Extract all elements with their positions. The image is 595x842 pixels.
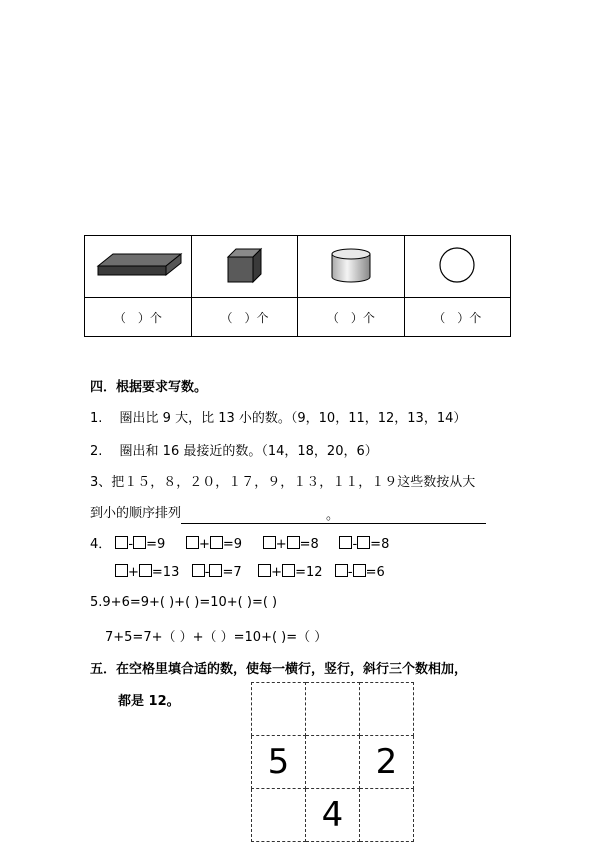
equation: - =9 — [115, 537, 165, 552]
cylinder-icon — [329, 245, 373, 285]
grid-cell[interactable] — [306, 736, 360, 789]
answer-box[interactable] — [209, 564, 222, 577]
sphere-icon — [437, 245, 477, 285]
question-4-label: 4． — [90, 537, 112, 552]
question-2: 2. 圈出和 16 最接近的数。（14，18，20，6） — [90, 444, 378, 459]
grid-cell[interactable] — [360, 789, 414, 842]
answer-box[interactable] — [139, 564, 152, 577]
grid-cell[interactable]: 4 — [306, 789, 360, 842]
question-4-row2 — [115, 564, 385, 580]
shape-cell-flat-cuboid — [85, 236, 192, 298]
shape-cell-cube — [191, 236, 297, 298]
equation: + =13 — [115, 565, 179, 580]
question-4-row1 — [90, 533, 389, 552]
cube-icon — [225, 245, 265, 285]
equation: - =8 — [339, 537, 389, 552]
question-3-prompt: 到小的顺序排列 — [90, 506, 182, 521]
shape-cell-sphere — [404, 236, 510, 298]
answer-cell[interactable]: （ ）个 — [191, 298, 297, 337]
answer-box[interactable] — [335, 564, 348, 577]
answer-box[interactable] — [339, 536, 352, 549]
grid-cell[interactable] — [306, 683, 360, 736]
answer-cell[interactable]: （ ）个 — [85, 298, 192, 337]
question-3-line2 — [90, 502, 486, 522]
answer-box[interactable] — [210, 536, 223, 549]
answer-box[interactable] — [258, 564, 271, 577]
answer-box[interactable] — [115, 564, 128, 577]
grid-cell[interactable] — [252, 683, 306, 736]
equation: + =8 — [263, 537, 319, 552]
grid-cell[interactable] — [252, 789, 306, 842]
equation: - =7 — [192, 565, 242, 580]
grid-cell[interactable]: 5 — [252, 736, 306, 789]
flat-cuboid-icon — [93, 248, 183, 282]
section5-title-line2: 都是 12。 — [118, 694, 180, 709]
answer-box[interactable] — [357, 536, 370, 549]
answer-cell[interactable]: （ ）个 — [298, 298, 404, 337]
section5-title: 五．在空格里填合适的数，使每一横行，竖行，斜行三个数相加， — [90, 662, 468, 677]
equation: + =9 — [186, 537, 242, 552]
answer-box[interactable] — [115, 536, 128, 549]
section4-title: 四．根据要求写数。 — [90, 380, 208, 395]
answer-box[interactable] — [353, 564, 366, 577]
magic-square-grid — [251, 682, 414, 842]
question-3-line1: 3、把１５，８，２０，１７，９，１３，１１，１９这些数按从大 — [90, 475, 476, 490]
answer-box[interactable] — [133, 536, 146, 549]
grid-cell[interactable]: 2 — [360, 736, 414, 789]
answer-box[interactable] — [287, 536, 300, 549]
question-5-line2: 7+5=7+（ ）+（ ）=10+( )=（ ） — [105, 630, 328, 645]
answer-box[interactable] — [282, 564, 295, 577]
equation: + =12 — [258, 565, 322, 580]
answer-cell[interactable]: （ ）个 — [404, 298, 510, 337]
shape-cell-cylinder — [298, 236, 404, 298]
answer-box[interactable] — [263, 536, 276, 549]
shape-count-table — [84, 235, 511, 337]
grid-cell[interactable] — [360, 683, 414, 736]
equation: - =6 — [335, 565, 385, 580]
question-1: 1. 圈出比 9 大，比 13 小的数。（9，10，11，12，13，14） — [90, 411, 467, 426]
question-5-line1: 5.9+6=9+( )+( )=10+( )=( ) — [90, 595, 278, 610]
answer-box[interactable] — [192, 564, 205, 577]
answer-box[interactable] — [186, 536, 199, 549]
answer-blank-period: 。 — [326, 508, 340, 523]
answer-blank[interactable] — [181, 504, 486, 524]
